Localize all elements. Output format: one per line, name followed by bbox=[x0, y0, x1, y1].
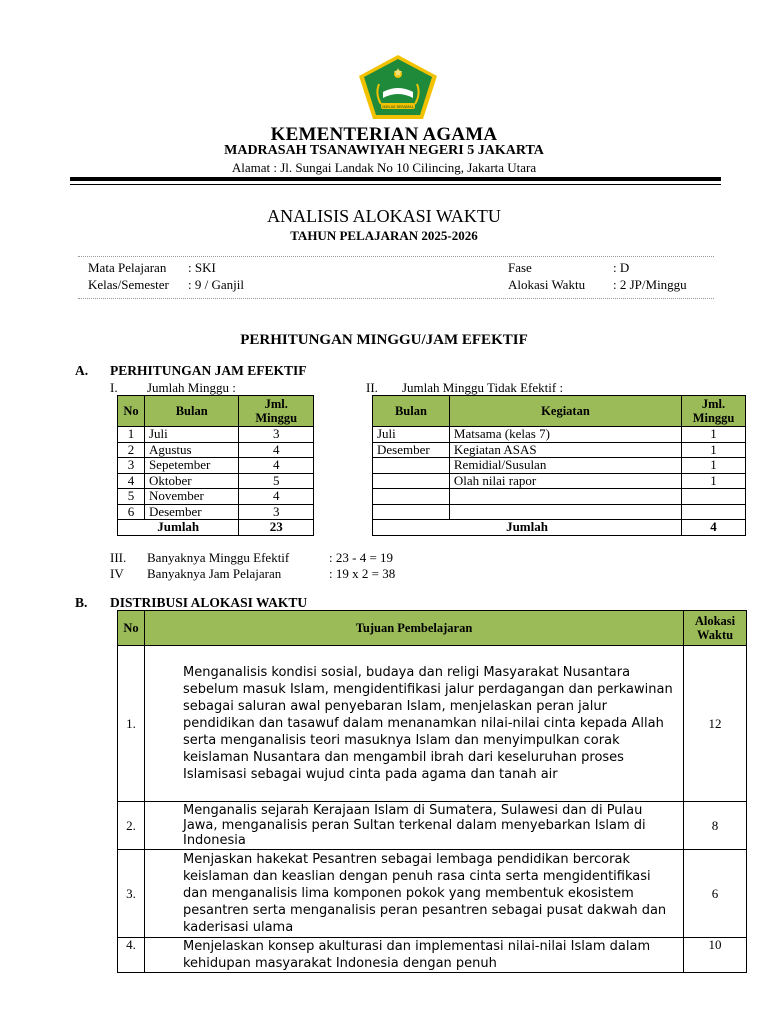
phase-value: : D bbox=[613, 260, 630, 275]
info-divider-bottom bbox=[78, 298, 714, 299]
table-row bbox=[373, 504, 746, 520]
cell-no: 5 bbox=[118, 489, 145, 505]
cell-bulan: November bbox=[144, 489, 239, 505]
cell-jml: 1 bbox=[682, 473, 746, 489]
col-header-tujuan: Tujuan Pembelajaran bbox=[144, 611, 683, 646]
cell-bulan bbox=[373, 489, 450, 505]
total-label: Jumlah bbox=[373, 520, 682, 536]
cell-jml: 4 bbox=[239, 442, 314, 458]
table-row bbox=[373, 489, 746, 505]
cell-jml: 1 bbox=[682, 442, 746, 458]
sub3-value: : 23 - 4 = 19 bbox=[329, 550, 394, 565]
cell-jml: 4 bbox=[239, 458, 314, 474]
cell-jml: 5 bbox=[239, 473, 314, 489]
cell-kegiatan: Olah nilai rapor bbox=[449, 473, 681, 489]
cell-bulan bbox=[373, 473, 450, 489]
class-label: Kelas/Semester bbox=[88, 277, 169, 292]
cell-tujuan: Menjelaskan konsep akulturasi dan implementasi nilai-nilai Islam dalam kehidupan masyarakat Indonesia dengan penuh bbox=[144, 938, 683, 973]
cell-jml: 3 bbox=[239, 504, 314, 520]
cell-waktu: 8 bbox=[684, 802, 747, 850]
cell-no: 1 bbox=[118, 427, 145, 443]
total-value: 23 bbox=[239, 520, 314, 536]
cell-jml: 1 bbox=[682, 427, 746, 443]
header-rule-thick bbox=[70, 177, 721, 181]
cell-no: 2. bbox=[118, 802, 145, 850]
non-effective-weeks-table bbox=[372, 395, 746, 536]
cell-no: 2 bbox=[118, 442, 145, 458]
sub3-num: III. bbox=[110, 550, 127, 565]
cell-kegiatan bbox=[449, 489, 681, 505]
cell-tujuan: Menganalisis kondisi sosial, budaya dan religi Masyarakat Nusantara sebelum masuk Islam, mengidentifikasi jalur perdagangan dan perkawinan sebagai saluran awal penyebaran Islam, menjelaskan peran jalur pendidikan dan tasawuf dalam menanamkan nilai-nilai cinta kepada Allah serta menganalisis teori masuknya Islam dan menyimpulkan corak keislaman Nusantara dan mengambil ibrah dari keseluruhan proses Islamisasi sebagai wujud cinta pada agama dan tanah air bbox=[144, 646, 683, 802]
cell-bulan: Oktober bbox=[144, 473, 239, 489]
table-row bbox=[118, 646, 747, 802]
document-year: TAHUN PELAJARAN 2025-2026 bbox=[290, 228, 478, 243]
cell-bulan: Desember bbox=[373, 442, 450, 458]
alloc-value: : 2 JP/Minggu bbox=[613, 277, 687, 292]
sub2-label: Jumlah Minggu Tidak Efektif : bbox=[402, 380, 564, 395]
cell-no: 4 bbox=[118, 473, 145, 489]
table-row bbox=[118, 442, 314, 458]
col-header-bulan: Bulan bbox=[144, 396, 239, 427]
cell-tujuan: Menjaskan hakekat Pesantren sebagai lembaga pendidikan bercorak keislaman dan keaslian dengan penuh rasa cinta serta mengidentifikasi dan menganalisis lima komponen pokok yang membentuk ekosistem pesantren serta menganalisis peran pesantren sebagai pusat dakwah dan kaderisasi ulama bbox=[144, 850, 683, 938]
alloc-label: Alokasi Waktu bbox=[508, 277, 586, 292]
table-row bbox=[373, 473, 746, 489]
cell-kegiatan: Kegiatan ASAS bbox=[449, 442, 681, 458]
sub1-num: I. bbox=[110, 380, 118, 395]
cell-no: 6 bbox=[118, 504, 145, 520]
col-header-kegiatan: Kegiatan bbox=[449, 396, 681, 427]
class-value: : 9 / Ganjil bbox=[188, 277, 244, 292]
total-value: 4 bbox=[682, 520, 746, 536]
cell-bulan: Agustus bbox=[144, 442, 239, 458]
col-header-no: No bbox=[118, 611, 145, 646]
sub4-label: Banyaknya Jam Pelajaran bbox=[147, 566, 282, 581]
phase-label: Fase bbox=[508, 260, 532, 275]
table-row bbox=[118, 802, 747, 850]
weeks-table bbox=[117, 395, 314, 536]
cell-waktu: 12 bbox=[684, 646, 747, 802]
table-row bbox=[118, 489, 314, 505]
table-row bbox=[118, 427, 314, 443]
sub4-num: IV bbox=[110, 566, 124, 581]
subject-label: Mata Pelajaran bbox=[88, 260, 167, 275]
col-header-bulan: Bulan bbox=[373, 396, 450, 427]
table-row bbox=[118, 938, 747, 973]
header-rule-thin bbox=[70, 184, 721, 185]
total-label: Jumlah bbox=[118, 520, 239, 536]
cell-bulan bbox=[373, 504, 450, 520]
sub4-value: : 19 x 2 = 38 bbox=[329, 566, 396, 581]
section-a-letter: A. bbox=[75, 363, 89, 378]
col-header-alokasi: Alokasi Waktu bbox=[684, 611, 747, 646]
logo-motto: IKHLAS BERAMAL bbox=[382, 105, 414, 109]
cell-jml: 1 bbox=[682, 458, 746, 474]
col-header-jml: Jml. Minggu bbox=[239, 396, 314, 427]
cell-bulan: Sepetember bbox=[144, 458, 239, 474]
table-row bbox=[373, 442, 746, 458]
table-row bbox=[118, 504, 314, 520]
org-title: KEMENTERIAN AGAMA bbox=[270, 124, 498, 145]
kemenag-logo bbox=[357, 54, 439, 120]
school-address: Alamat : Jl. Sungai Landak No 10 Cilincing, Jakarta Utara bbox=[231, 160, 537, 175]
cell-kegiatan bbox=[449, 504, 681, 520]
cell-bulan: Desember bbox=[144, 504, 239, 520]
table-row bbox=[373, 427, 746, 443]
table-row bbox=[118, 458, 314, 474]
cell-bulan: Juli bbox=[373, 427, 450, 443]
col-header-jml: Jml. Minggu bbox=[682, 396, 746, 427]
cell-bulan bbox=[373, 458, 450, 474]
cell-jml: 4 bbox=[239, 489, 314, 505]
cell-no: 3 bbox=[118, 458, 145, 474]
cell-kegiatan: Matsama (kelas 7) bbox=[449, 427, 681, 443]
cell-jml bbox=[682, 504, 746, 520]
cell-no: 4. bbox=[118, 938, 145, 973]
total-row bbox=[118, 520, 314, 536]
section-title: PERHITUNGAN MINGGU/JAM EFEKTIF bbox=[240, 332, 528, 348]
cell-jml: 3 bbox=[239, 427, 314, 443]
document-title: ANALISIS ALOKASI WAKTU bbox=[267, 206, 501, 226]
sub2-num: II. bbox=[366, 380, 378, 395]
info-divider-top bbox=[78, 256, 714, 257]
cell-no: 3. bbox=[118, 850, 145, 938]
subject-value: : SKI bbox=[188, 260, 216, 275]
cell-no: 1. bbox=[118, 646, 145, 802]
cell-tujuan: Menganalis sejarah Kerajaan Islam di Sumatera, Sulawesi dan di Pulau Jawa, menganalisis peran Sultan terkenal dalam menyebarkan Islam di Indonesia bbox=[144, 802, 683, 850]
cell-bulan: Juli bbox=[144, 427, 239, 443]
cell-kegiatan: Remidial/Susulan bbox=[449, 458, 681, 474]
cell-waktu: 6 bbox=[684, 850, 747, 938]
table-row bbox=[118, 473, 314, 489]
table-row bbox=[373, 458, 746, 474]
section-b-letter: B. bbox=[75, 595, 88, 610]
sub3-label: Banyaknya Minggu Efektif bbox=[147, 550, 290, 565]
col-header-no: No bbox=[118, 396, 145, 427]
cell-jml bbox=[682, 489, 746, 505]
sub1-label: Jumlah Minggu : bbox=[147, 380, 236, 395]
total-row bbox=[373, 520, 746, 536]
section-a-title: PERHITUNGAN JAM EFEKTIF bbox=[110, 363, 307, 378]
section-b-title: DISTRIBUSI ALOKASI WAKTU bbox=[110, 595, 308, 610]
school-name: MADRASAH TSANAWIYAH NEGERI 5 JAKARTA bbox=[224, 143, 544, 158]
cell-waktu: 10 bbox=[684, 938, 747, 973]
learning-objectives-table bbox=[117, 610, 747, 973]
table-row bbox=[118, 850, 747, 938]
